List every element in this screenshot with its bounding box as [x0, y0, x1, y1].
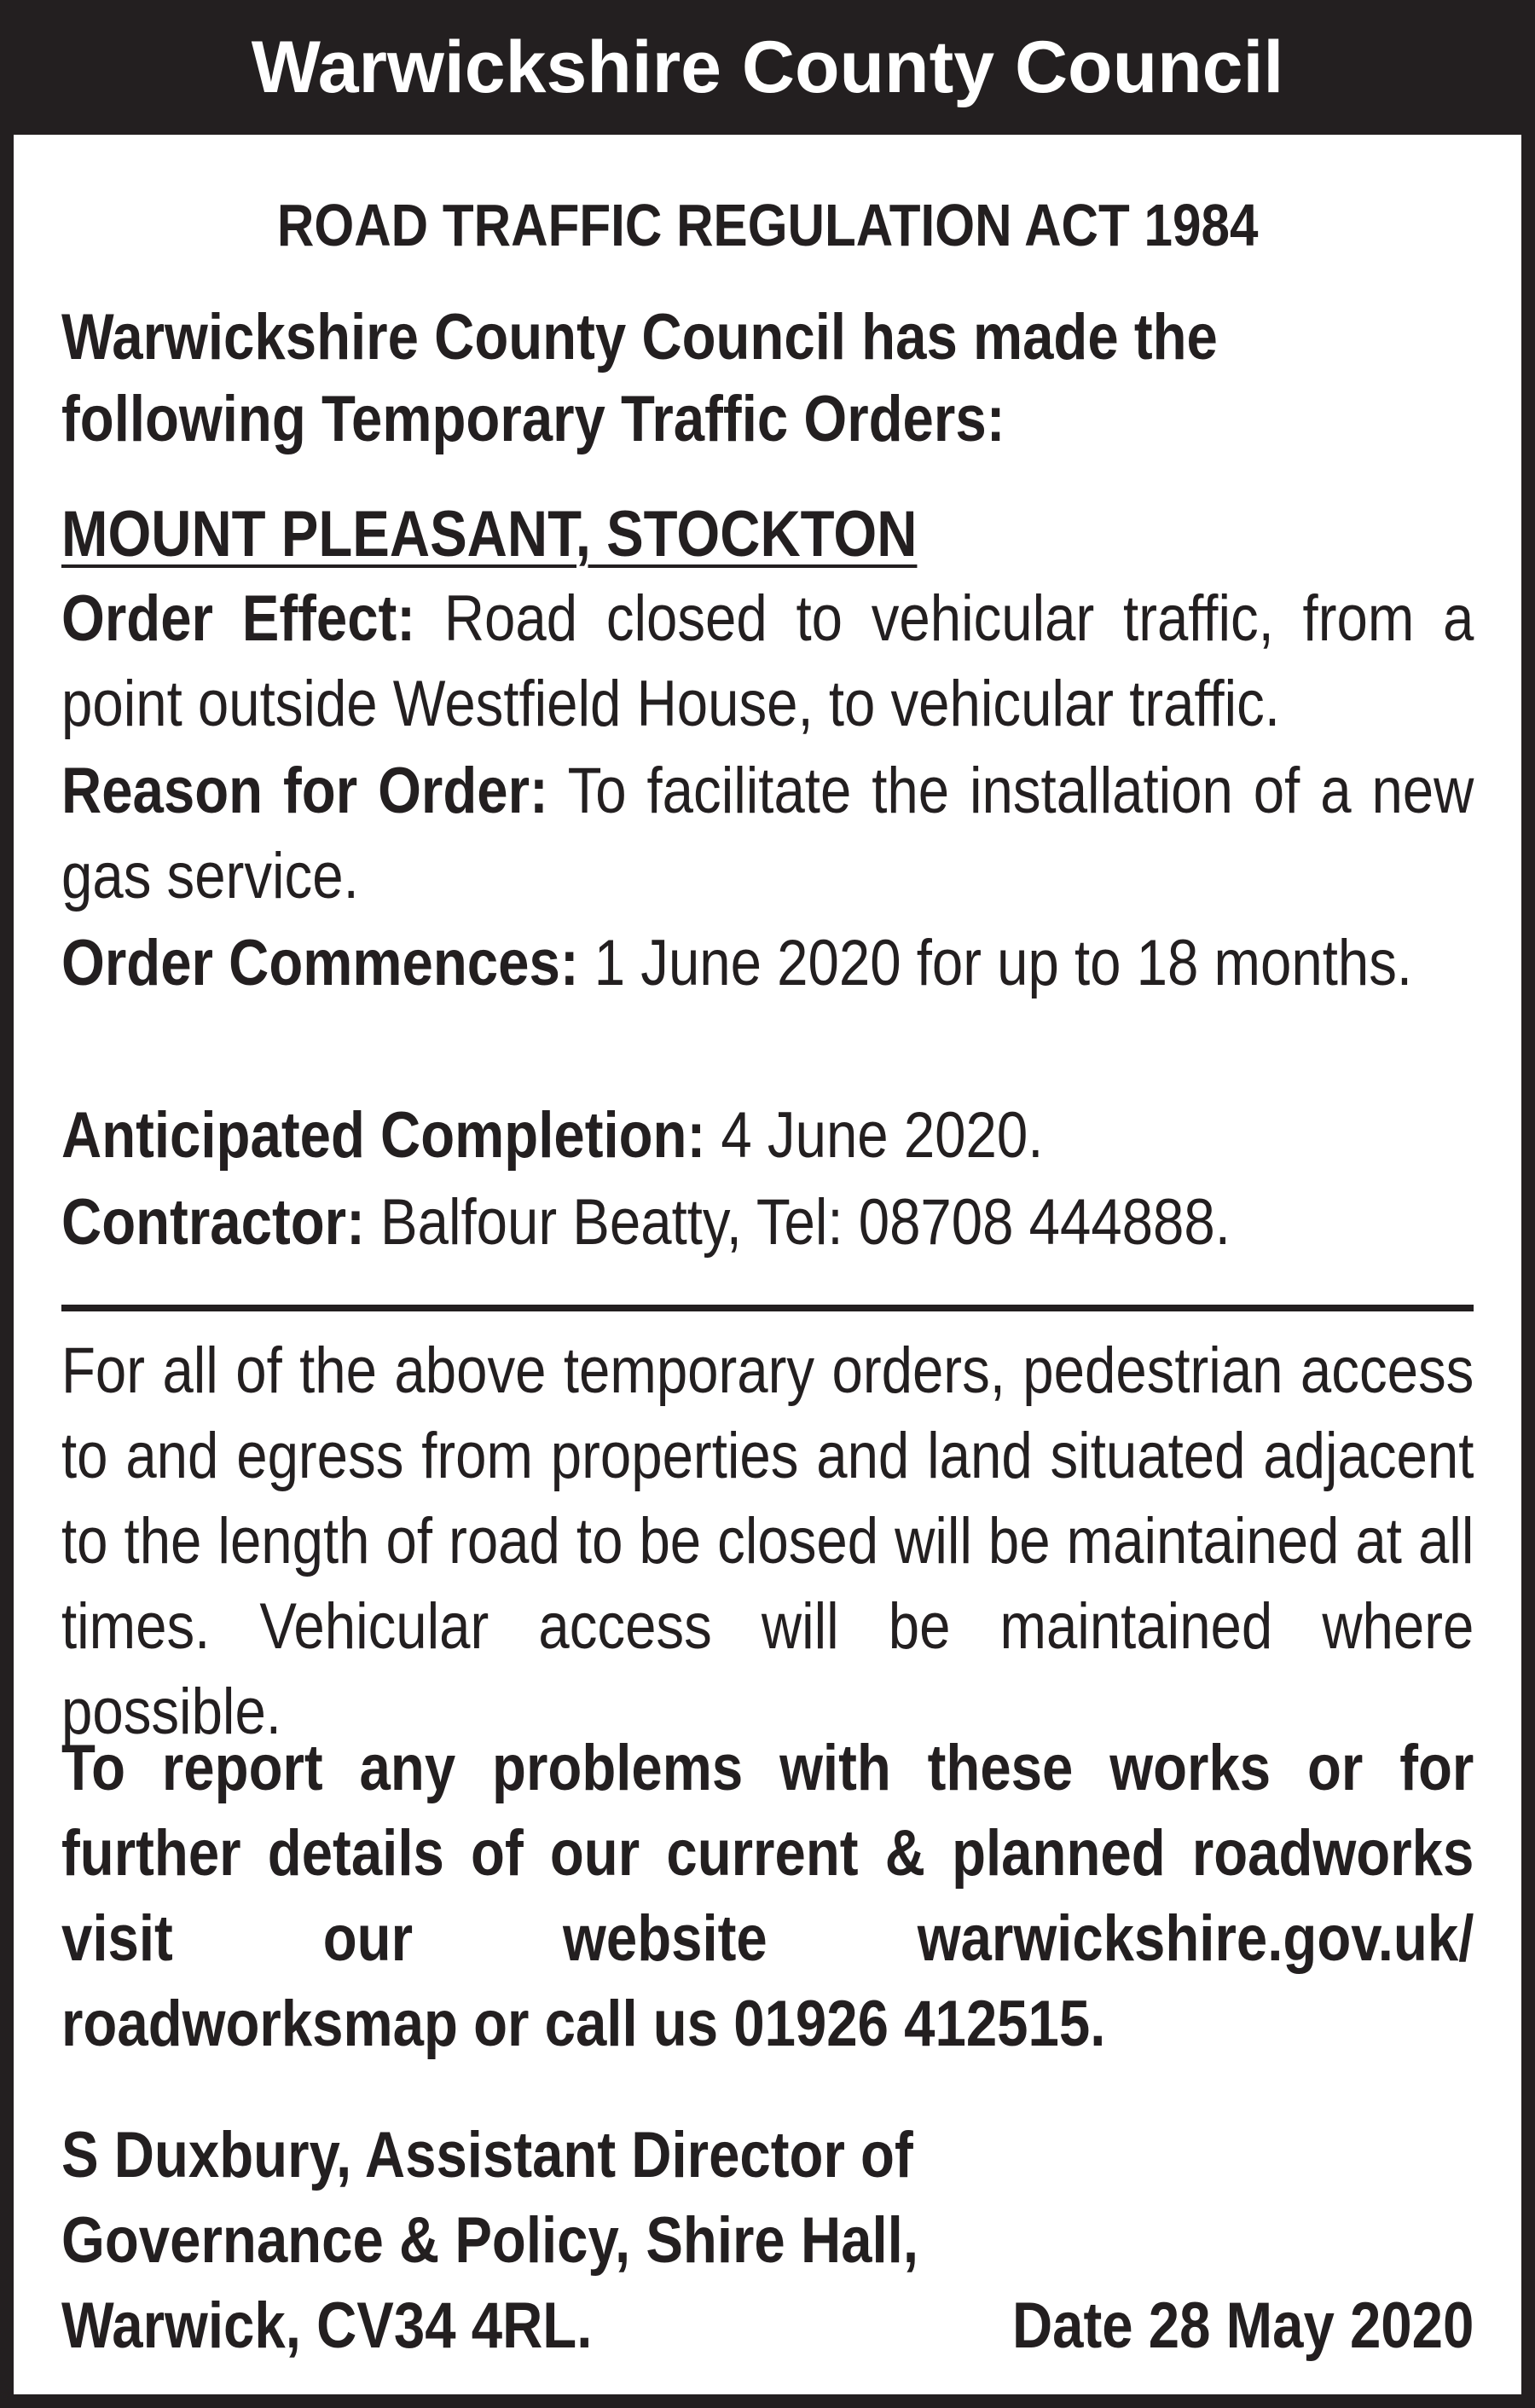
- order-effect: [61, 576, 1474, 747]
- contractor-label: Contractor:: [61, 1186, 365, 1259]
- completion-text: 4 June 2020.: [721, 1099, 1044, 1172]
- notice-date: Date 28 May 2020: [1011, 2289, 1474, 2362]
- completion-label: Anticipated Completion:: [61, 1099, 706, 1172]
- commences-label: Order Commences:: [61, 927, 579, 999]
- commences-text: 1 June 2020 for up to 18 months.: [594, 927, 1413, 999]
- reason-text: To facilitate the installation of a new gas service.: [61, 755, 1474, 912]
- act-title: ROAD TRAFFIC REGULATION ACT 1984: [276, 192, 1259, 258]
- signatory-line-3: Warwick, CV34 4RL.: [61, 2289, 593, 2362]
- contractor-text: Balfour Beatty, Tel: 08708 444888.: [380, 1186, 1231, 1259]
- notice-body: [14, 135, 1521, 2394]
- order-reason: [61, 749, 1474, 919]
- location-heading: MOUNT PLEASANT, STOCKTON: [61, 498, 918, 570]
- report-statement: To report any problems with these works or for further details of our current & planned roadworks visit our website warwickshire.gov.uk/ roadworksmap or call us 01926 412515.: [61, 1732, 1474, 2060]
- council-name: Warwickshire County Council: [251, 26, 1284, 108]
- access-statement: For all of the above temporary orders, pedestrian access to and egress from properties and land situated adjacent to the length of road to be closed will be maintained at all times. Vehicular access will be maintained where possible.: [61, 1334, 1474, 1748]
- contractor: [61, 1180, 1474, 1265]
- anticipated-completion: [61, 1093, 1474, 1178]
- reason-label: Reason for Order:: [61, 755, 548, 827]
- signatory-line-1: S Duxbury, Assistant Director of: [61, 2119, 913, 2191]
- intro-line-1: Warwickshire County Council has made the: [61, 301, 1218, 373]
- signatory-line-2: Governance & Policy, Shire Hall,: [61, 2204, 918, 2277]
- order-effect-label: Order Effect:: [61, 582, 416, 655]
- order-commences: [61, 921, 1474, 1006]
- intro-line-2: following Temporary Traffic Orders:: [61, 383, 1005, 455]
- signature-block: [61, 2113, 1474, 2369]
- intro-text: [61, 297, 1218, 460]
- section-divider: [61, 1305, 1474, 1311]
- council-header: [0, 0, 1535, 135]
- order-effect-text: Road closed to vehicular traffic, from a point outside Westfield House, to vehicular traffic.: [61, 582, 1474, 740]
